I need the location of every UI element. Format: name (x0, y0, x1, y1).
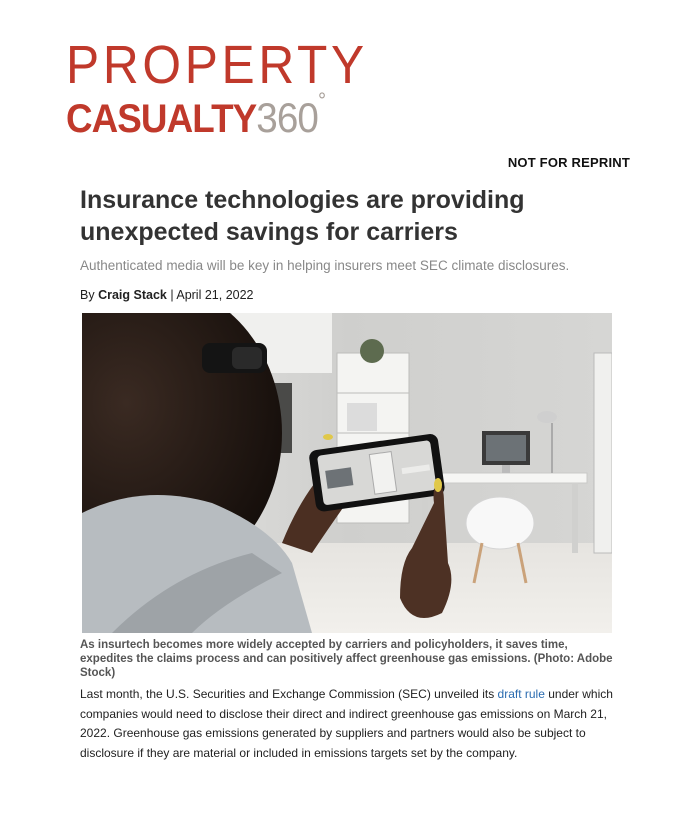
byline-prefix: By (80, 288, 99, 302)
logo-degree-symbol: ° (317, 88, 327, 113)
not-for-reprint-label: NOT FOR REPRINT (507, 155, 630, 170)
article-subhead: Authenticated media will be key in helping insurers meet SEC climate disclosures. (80, 258, 570, 273)
author-name[interactable]: Craig Stack (98, 288, 167, 302)
body-text-before-link: Last month, the U.S. Securities and Exchange Commission (SEC) unveiled its (80, 687, 498, 701)
logo-360-text: 360 (256, 94, 318, 141)
article-body-paragraph (80, 685, 620, 763)
byline-separator: | (166, 288, 177, 302)
photo-caption: As insurtech becomes more widely accepted by carriers and policyholders, it saves time, expedites the claims process and can positively affect greenhouse gas emissions. (Photo: Adobe Stock) (80, 639, 613, 679)
photo-illustration (82, 313, 612, 633)
site-logo[interactable] (66, 35, 394, 142)
byline (80, 288, 254, 302)
publish-date: April 21, 2022 (176, 288, 254, 302)
logo-property-text: PROPERTY (66, 35, 368, 95)
article-headline: Insurance technologies are providing unexpected savings for carriers (80, 186, 525, 246)
logo-casualty-line (66, 88, 368, 142)
body-text-after-link: under which companies would need to disclose their direct and indirect greenhouse gas emissions on March 21, 2022. Greenhouse gas emissions generated by suppliers and partners would also be subject to disclosure if they are material or included in emissions targets set by the company. (80, 687, 613, 760)
logo-casualty-text: CASUALTY (66, 97, 257, 141)
draft-rule-link[interactable]: draft rule (497, 687, 545, 701)
article-photo (82, 313, 612, 633)
